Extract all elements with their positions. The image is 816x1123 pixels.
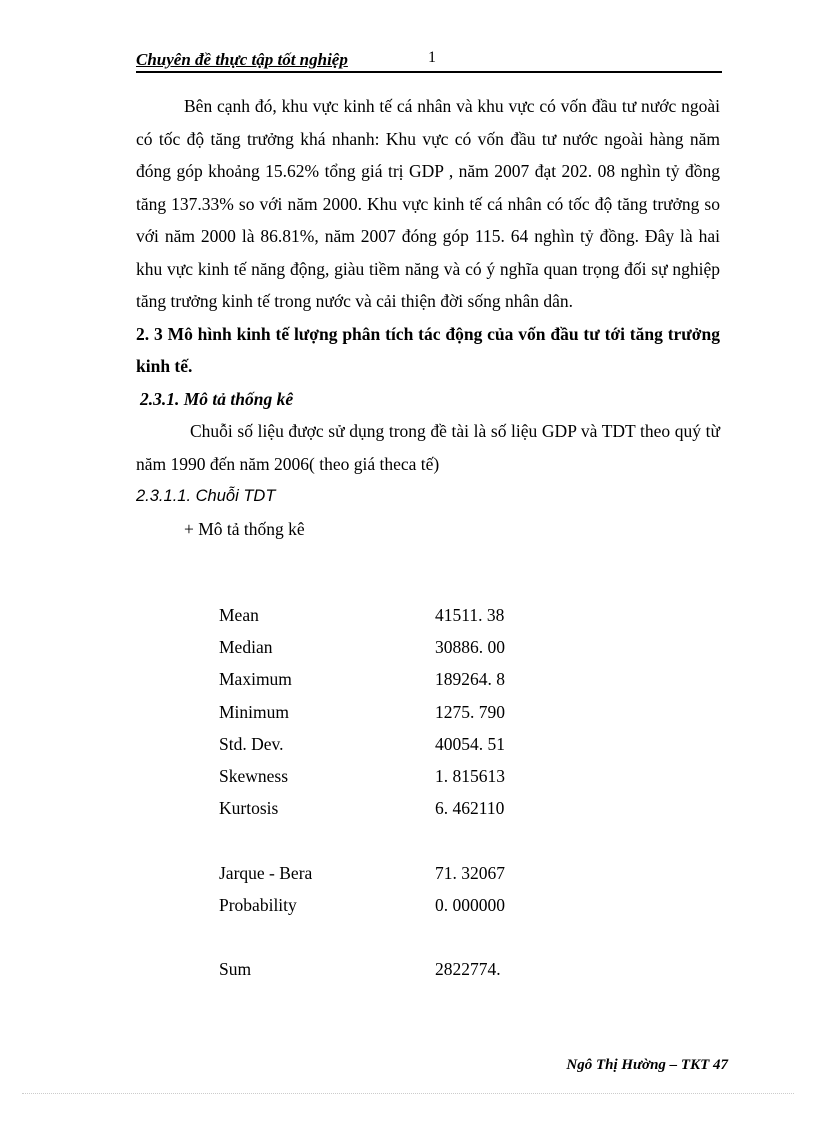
stat-label: Jarque - Bera: [219, 862, 313, 883]
descriptive-stats-table: [219, 605, 619, 991]
stat-value: 41511. 38: [435, 605, 505, 625]
stats-row-std-dev: [219, 734, 619, 766]
stat-value: 30886. 00: [435, 637, 505, 658]
body-text: [136, 90, 720, 545]
stats-spacer: [219, 927, 619, 959]
stat-value: 1275. 790: [435, 701, 505, 722]
stat-label: Minimum: [219, 701, 290, 722]
page-footer-author: Ngô Thị Hường – TKT 47: [566, 1057, 728, 1073]
subsection-heading: 2.3.1. Mô tả thống kê: [140, 388, 294, 409]
stat-label: Sum: [219, 959, 252, 980]
bullet-item: + Mô tả thống kê: [184, 518, 305, 539]
section-heading: 2. 3 Mô hình kinh tế lượng phân tích tác động của vốn đầu tư tới tăng trưởng kinh tế.: [136, 323, 720, 376]
stats-spacer: [219, 830, 619, 862]
stat-label: Probability: [219, 894, 297, 915]
page-number: 1: [428, 49, 436, 66]
paragraph-1: Bên cạnh đó, khu vực kinh tế cá nhân và khu vực có vốn đầu tư nước ngoài có tốc độ tăng trưởng khá nhanh: Khu vực có vốn đầu tư nước ngoài hàng năm đóng góp khoảng 15.62% tổng giá trị GDP , năm 2007 đạt 202. 08 nghìn tỷ đồng tăng 137.33% so với năm 2000. Khu vực kinh tế cá nhân có tốc độ tăng trưởng so với năm 2000 là 86.81%, năm 2007 đóng góp 115. 64 nghìn tỷ đồng. Đây là hai khu vực kinh tế năng động, giàu tiềm năng và có ý nghĩa quan trọng đối sự nghiệp tăng trưởng kinh tế trong nước và cải thiện đời sống nhân dân.: [136, 96, 720, 311]
stat-value: 71. 32067: [435, 862, 505, 883]
header-title: Chuyên đề thực tập tốt nghiệp: [136, 50, 348, 69]
subsubsection-heading: 2.3.1.1. Chuỗi TDT: [136, 487, 276, 505]
paragraph-2: Chuỗi số liệu được sử dụng trong đề tài là số liệu GDP và TDT theo quý từ năm 1990 đến năm 2006( theo giá theca tế): [136, 421, 720, 474]
stats-row-probability: [219, 895, 619, 927]
page-header: [136, 48, 722, 72]
stat-label: Skewness: [219, 765, 289, 786]
stats-row-mean: [219, 605, 619, 637]
stat-label: Kurtosis: [219, 798, 279, 819]
header-divider: [136, 71, 722, 73]
stat-label: Median: [219, 637, 273, 658]
stat-value: 1. 815613: [435, 765, 505, 786]
stat-value: 189264. 8: [435, 669, 505, 690]
stat-value: 6. 462110: [435, 798, 505, 819]
stat-value: 0. 000000: [435, 894, 505, 915]
stats-row-skewness: [219, 766, 619, 798]
stats-row-jarque-bera: [219, 863, 619, 895]
stat-label: Maximum: [219, 669, 292, 690]
page-bottom-divider: [22, 1093, 794, 1094]
stat-value: 40054. 51: [435, 733, 505, 754]
stat-label: Mean: [219, 605, 259, 625]
stats-row-median: [219, 637, 619, 669]
stats-row-sum: [219, 959, 619, 991]
stat-label: Std. Dev.: [219, 733, 284, 754]
stats-row-maximum: [219, 669, 619, 701]
stat-value: 2822774.: [435, 959, 501, 980]
stats-row-minimum: [219, 702, 619, 734]
stats-row-kurtosis: [219, 798, 619, 830]
